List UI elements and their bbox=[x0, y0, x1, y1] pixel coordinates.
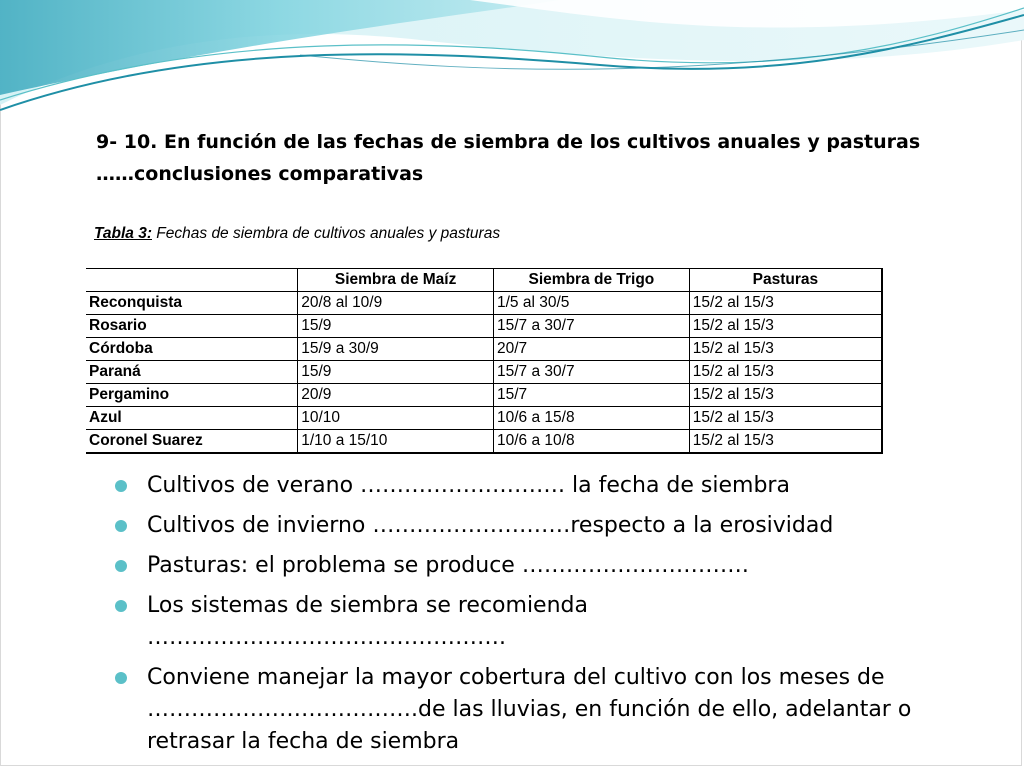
table-row bbox=[86, 292, 882, 315]
table-caption-label: Tabla 3: bbox=[94, 225, 152, 242]
column-header bbox=[86, 269, 298, 292]
table-cell: 15/2 al 15/3 bbox=[689, 384, 882, 407]
location-cell: Azul bbox=[86, 407, 298, 430]
column-header: Siembra de Maíz bbox=[298, 269, 494, 292]
table-cell: 15/9 bbox=[298, 315, 494, 338]
table-row bbox=[86, 407, 882, 430]
list-item-text: Conviene manejar la mayor cobertura del cultivo con los meses de ……………………………….de las lluvias, en función de ello, adelantar o retrasar la fecha de siembra bbox=[147, 665, 912, 754]
table-row bbox=[86, 315, 882, 338]
slide-title-line1: 9- 10. En función de las fechas de siembra de los cultivos anuales y pasturas bbox=[96, 131, 921, 153]
table-header-row bbox=[86, 269, 882, 292]
table-cell: 15/2 al 15/3 bbox=[689, 338, 882, 361]
table-cell: 15/9 bbox=[298, 361, 494, 384]
bullet-dot-icon bbox=[115, 672, 127, 684]
table-cell: 20/9 bbox=[298, 384, 494, 407]
list-item-text: Cultivos de invierno ………………………respecto a la erosividad bbox=[147, 513, 834, 538]
slide-title-line2: ……conclusiones comparativas bbox=[96, 163, 424, 185]
slide-title bbox=[96, 126, 936, 190]
location-cell: Coronel Suarez bbox=[86, 430, 298, 454]
table-cell: 15/9 a 30/9 bbox=[298, 338, 494, 361]
list-item-text: Pasturas: el problema se produce …………………………. bbox=[147, 553, 749, 578]
table-cell: 10/10 bbox=[298, 407, 494, 430]
location-cell: Reconquista bbox=[86, 292, 298, 315]
header-wave-decoration bbox=[0, 0, 1024, 120]
table-cell: 15/2 al 15/3 bbox=[689, 315, 882, 338]
table-cell: 15/7 bbox=[494, 384, 690, 407]
table-cell: 15/2 al 15/3 bbox=[689, 292, 882, 315]
sowing-dates-table bbox=[86, 268, 883, 454]
table-cell: 1/10 a 15/10 bbox=[298, 430, 494, 454]
table-cell: 15/7 a 30/7 bbox=[494, 361, 690, 384]
bullet-dot-icon bbox=[115, 480, 127, 492]
table-caption-text: Fechas de siembra de cultivos anuales y pasturas bbox=[152, 225, 501, 242]
list-item bbox=[110, 550, 940, 582]
location-cell: Pergamino bbox=[86, 384, 298, 407]
table-row bbox=[86, 384, 882, 407]
list-item-text: Cultivos de verano ………………………. la fecha de siembra bbox=[147, 473, 790, 498]
table-cell: 15/7 a 30/7 bbox=[494, 315, 690, 338]
list-item-text: Los sistemas de siembra se recomienda …………………………………………. bbox=[147, 593, 588, 650]
table-cell: 20/8 al 10/9 bbox=[298, 292, 494, 315]
table-cell: 15/2 al 15/3 bbox=[689, 361, 882, 384]
bullet-dot-icon bbox=[115, 520, 127, 532]
table-cell: 1/5 al 30/5 bbox=[494, 292, 690, 315]
table-row bbox=[86, 338, 882, 361]
table-cell: 10/6 a 15/8 bbox=[494, 407, 690, 430]
list-item bbox=[110, 470, 940, 502]
table-caption bbox=[94, 225, 500, 243]
list-item bbox=[110, 510, 940, 542]
list-item bbox=[110, 662, 940, 758]
location-cell: Rosario bbox=[86, 315, 298, 338]
conclusions-list bbox=[110, 470, 940, 766]
bullet-dot-icon bbox=[115, 600, 127, 612]
list-item bbox=[110, 590, 940, 654]
column-header: Siembra de Trigo bbox=[494, 269, 690, 292]
table-row bbox=[86, 361, 882, 384]
table-cell: 10/6 a 10/8 bbox=[494, 430, 690, 454]
table-cell: 20/7 bbox=[494, 338, 690, 361]
table-cell: 15/2 al 15/3 bbox=[689, 430, 882, 454]
table-row bbox=[86, 430, 882, 454]
bullet-dot-icon bbox=[115, 560, 127, 572]
location-cell: Paraná bbox=[86, 361, 298, 384]
table-cell: 15/2 al 15/3 bbox=[689, 407, 882, 430]
column-header: Pasturas bbox=[689, 269, 882, 292]
location-cell: Córdoba bbox=[86, 338, 298, 361]
